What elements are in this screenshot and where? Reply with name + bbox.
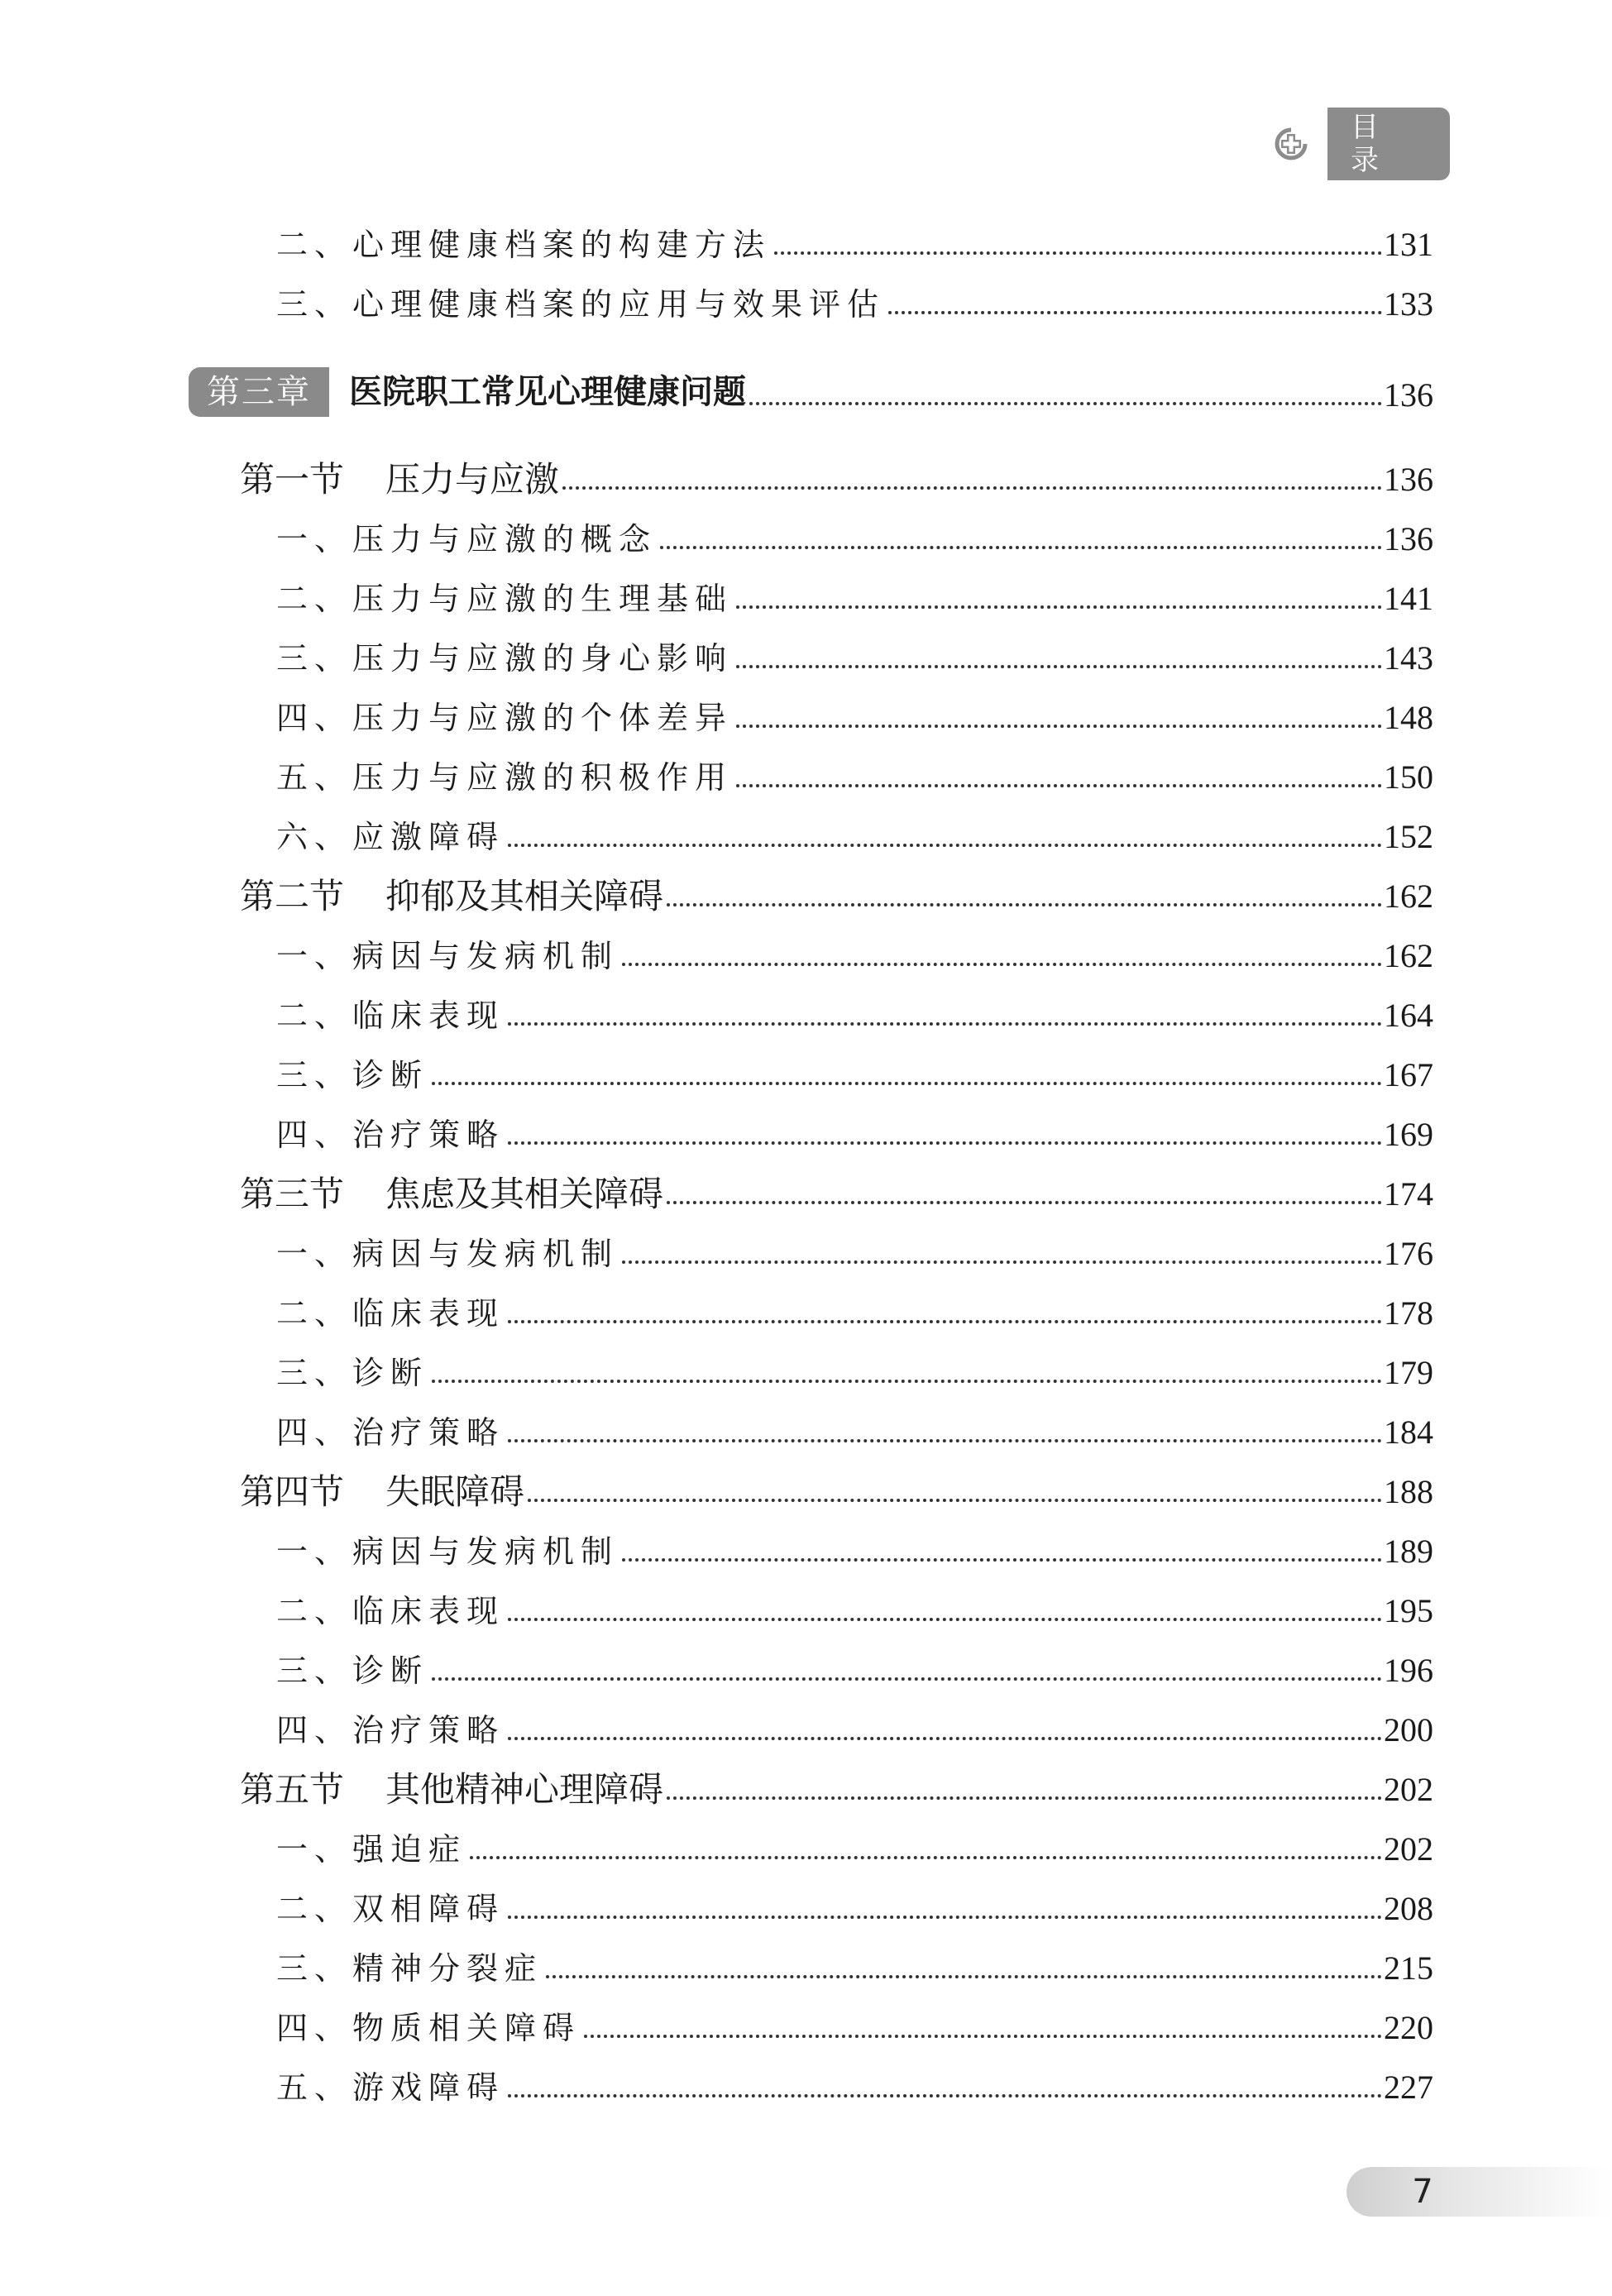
leader-dots	[736, 784, 1382, 787]
toc-entry-page: 164	[1384, 997, 1433, 1034]
section-page: 202	[1384, 1771, 1433, 1808]
toc-entry	[276, 514, 1433, 561]
toc-entry-label: 六、应激障碍	[276, 819, 505, 855]
toc-entry	[276, 1408, 1433, 1454]
section-page: 174	[1384, 1175, 1433, 1213]
toc-entry-page: 184	[1384, 1413, 1433, 1451]
section-label	[240, 1471, 524, 1514]
toc-entry	[276, 1527, 1433, 1573]
section-entry	[240, 1170, 1433, 1216]
toc-entry	[276, 812, 1433, 859]
toc-entry	[276, 753, 1433, 799]
toc-entry-page: 202	[1384, 1830, 1433, 1868]
chapter-title: 医院职工常见心理健康问题	[349, 373, 746, 411]
section-number: 第二节	[240, 876, 345, 916]
toc-entry-page: 227	[1384, 2069, 1433, 2106]
toc-entry-label: 四、治疗策略	[276, 1117, 505, 1153]
toc-entry	[276, 693, 1433, 739]
leader-dots	[667, 1201, 1382, 1204]
toc-entry-label: 三、压力与应激的身心影响	[276, 640, 734, 677]
toc-entry-label: 二、压力与应激的生理基础	[276, 581, 734, 617]
leader-dots	[432, 1677, 1382, 1681]
toc-entry-label: 一、压力与应激的概念	[276, 521, 658, 557]
toc-entry-page: 141	[1384, 580, 1433, 617]
toc-entry-label: 三、诊断	[276, 1355, 429, 1391]
section-page: 136	[1384, 461, 1433, 498]
toc-entry	[276, 1825, 1433, 1871]
section-title: 焦虑及其相关障碍	[385, 1174, 664, 1214]
toc-entry	[276, 1586, 1433, 1633]
section-entry	[240, 455, 1433, 501]
toc-entry	[276, 991, 1433, 1037]
toc-entry-page: 148	[1384, 699, 1433, 736]
leader-dots	[584, 2035, 1382, 2038]
toc-entry-label: 四、物质相关障碍	[276, 2010, 581, 2046]
leader-dots	[528, 1499, 1382, 1502]
toc-entry-label: 四、治疗策略	[276, 1414, 505, 1451]
section-title: 压力与应激	[385, 459, 560, 500]
section-label	[240, 458, 559, 501]
leader-dots	[508, 1320, 1382, 1323]
toc-entry-page: 200	[1384, 1711, 1433, 1748]
chapter-label	[189, 367, 746, 417]
toc-entry	[276, 634, 1433, 680]
toc-entry-label: 五、游戏障碍	[276, 2069, 505, 2106]
section-number: 第三节	[240, 1174, 345, 1214]
toc-entry	[276, 2003, 1433, 2050]
toc-entry-label: 三、心理健康档案的应用与效果评估	[276, 286, 886, 323]
leader-dots	[667, 1796, 1382, 1800]
leader-dots	[888, 311, 1382, 314]
toc-entry-page: 195	[1384, 1592, 1433, 1629]
chapter-number-badge: 第三章	[189, 367, 329, 417]
leader-dots	[736, 665, 1382, 668]
toc-entry-label: 一、强迫症	[276, 1831, 467, 1868]
leader-dots	[508, 2094, 1382, 2097]
leader-dots	[470, 1856, 1382, 1859]
section-entry	[240, 1765, 1433, 1811]
section-title: 抑郁及其相关障碍	[385, 876, 664, 916]
toc-entry-page: 220	[1384, 2009, 1433, 2046]
toc-entry-label: 四、压力与应激的个体差异	[276, 700, 734, 736]
leader-dots	[432, 1082, 1382, 1085]
leader-dots	[562, 486, 1382, 490]
toc-header-badge: 目录	[1327, 108, 1450, 180]
page-number-tab	[1347, 2167, 1612, 2217]
toc-entry-page: 176	[1384, 1235, 1433, 1272]
leader-dots	[622, 1260, 1382, 1264]
chapter-entry	[189, 369, 1433, 417]
section-number: 第四节	[240, 1471, 345, 1512]
toc-entry-label: 二、双相障碍	[276, 1891, 505, 1927]
section-title: 失眠障碍	[385, 1471, 525, 1512]
toc-entry-page: 189	[1384, 1533, 1433, 1570]
toc-entry-label: 一、病因与发病机制	[276, 1533, 619, 1570]
toc-entry	[276, 2063, 1433, 2109]
leader-dots	[546, 1975, 1382, 1978]
leader-dots	[432, 1380, 1382, 1383]
leader-dots	[736, 605, 1382, 609]
leader-dots	[774, 251, 1382, 255]
page-number: 7	[1412, 2173, 1433, 2211]
section-label	[240, 875, 663, 918]
toc-entry	[276, 1944, 1433, 1990]
toc-entry-page: 167	[1384, 1056, 1433, 1093]
leader-dots	[508, 844, 1382, 847]
toc-entry-page: 131	[1384, 226, 1433, 263]
toc-entry-label: 二、临床表现	[276, 997, 505, 1034]
section-page: 162	[1384, 878, 1433, 915]
leader-dots	[508, 1737, 1382, 1740]
leader-dots	[622, 1558, 1382, 1562]
section-title: 其他精神心理障碍	[385, 1769, 664, 1810]
toc-entry	[276, 931, 1433, 978]
toc-entry	[276, 220, 1433, 266]
leader-dots	[508, 1439, 1382, 1442]
toc-entry	[276, 1705, 1433, 1752]
toc-entry-page: 169	[1384, 1116, 1433, 1153]
toc-entry-page: 196	[1384, 1652, 1433, 1689]
section-entry	[240, 1467, 1433, 1514]
toc-entry	[276, 1289, 1433, 1335]
toc-entry-page: 150	[1384, 758, 1433, 796]
toc-entry-label: 一、病因与发病机制	[276, 938, 619, 974]
medical-cross-logo-icon	[1273, 126, 1309, 162]
toc-entry	[276, 574, 1433, 620]
toc-entry-page: 215	[1384, 1949, 1433, 1987]
toc-entry-page: 178	[1384, 1294, 1433, 1332]
toc-entry	[276, 1646, 1433, 1692]
toc-entry	[276, 1110, 1433, 1156]
section-entry	[240, 872, 1433, 918]
toc-entry-page: 136	[1384, 520, 1433, 557]
toc-entry-page: 179	[1384, 1354, 1433, 1391]
chapter-page: 136	[1384, 376, 1433, 414]
toc-entry-label: 二、临床表现	[276, 1295, 505, 1332]
toc-entry-page: 143	[1384, 639, 1433, 677]
toc-entry-label: 三、精神分裂症	[276, 1950, 543, 1987]
toc-entry-page: 152	[1384, 818, 1433, 855]
toc-entry	[276, 280, 1433, 326]
leader-dots	[660, 546, 1382, 549]
page-header	[1273, 108, 1450, 180]
leader-dots	[736, 725, 1382, 728]
leader-dots	[622, 963, 1382, 966]
toc-entry-page: 162	[1384, 937, 1433, 974]
toc-entry	[276, 1884, 1433, 1930]
toc-entry-page: 208	[1384, 1890, 1433, 1927]
leader-dots	[749, 402, 1382, 405]
toc-entry-label: 二、心理健康档案的构建方法	[276, 227, 772, 263]
section-number: 第五节	[240, 1769, 345, 1810]
leader-dots	[508, 1916, 1382, 1919]
section-label	[240, 1768, 663, 1811]
toc-entry-label: 一、病因与发病机制	[276, 1236, 619, 1272]
section-label	[240, 1173, 663, 1216]
section-number: 第一节	[240, 459, 345, 500]
toc-entry	[276, 1348, 1433, 1394]
toc-entry-label: 四、治疗策略	[276, 1712, 505, 1748]
toc-entry	[276, 1050, 1433, 1097]
leader-dots	[508, 1618, 1382, 1621]
leader-dots	[667, 903, 1382, 906]
toc-entry-label: 三、诊断	[276, 1653, 429, 1689]
leader-dots	[508, 1141, 1382, 1145]
toc-entry-label: 三、诊断	[276, 1057, 429, 1093]
toc-entry-label: 五、压力与应激的积极作用	[276, 759, 734, 796]
toc-entry-page: 133	[1384, 285, 1433, 323]
toc-entry-label: 二、临床表现	[276, 1593, 505, 1629]
leader-dots	[508, 1022, 1382, 1026]
toc-entry	[276, 1229, 1433, 1275]
section-page: 188	[1384, 1473, 1433, 1510]
